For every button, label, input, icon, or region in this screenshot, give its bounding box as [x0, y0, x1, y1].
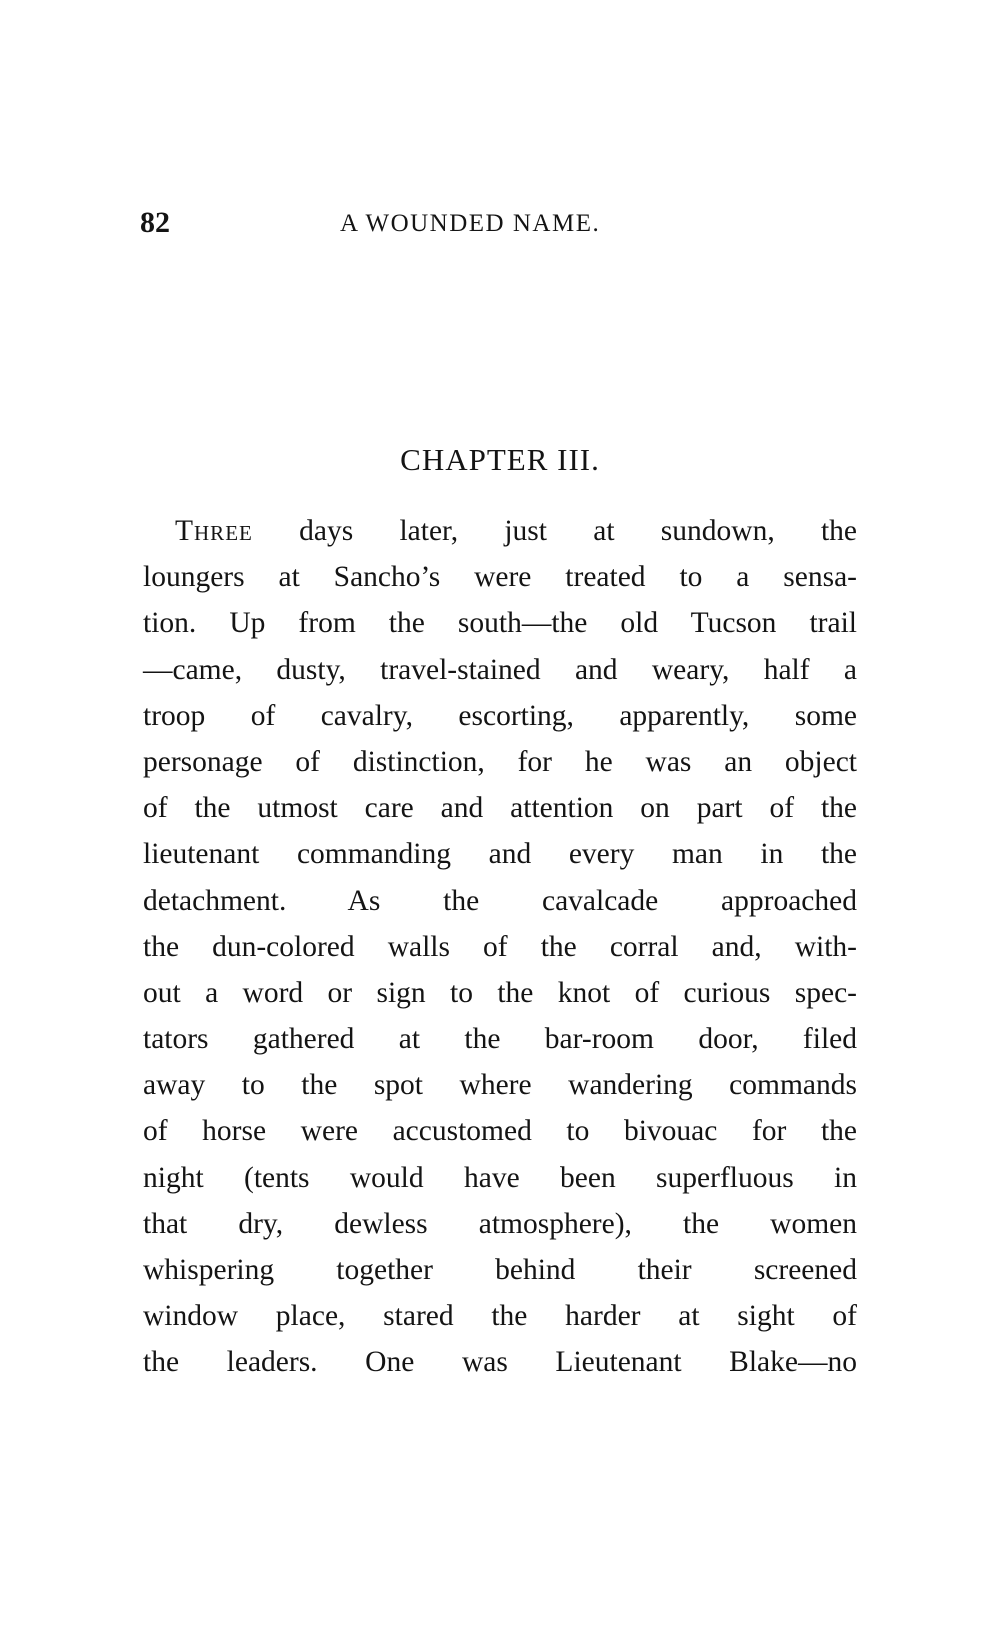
text-line: of the utmost care and attention on part of the [143, 792, 857, 825]
text-line [143, 508, 857, 554]
text-line: personage of distinction, for he was an object [143, 745, 857, 778]
text-line: tion. Up from the south—the old Tucson trail [143, 607, 857, 640]
text-line: loungers at Sancho’s were treated to a sensa- [143, 561, 857, 594]
running-head [140, 206, 860, 246]
chapter-heading-text: CHAPTER III. [400, 442, 600, 477]
body-text [143, 508, 857, 1386]
text-line: out a word or sign to the knot of curious spec- [143, 976, 857, 1009]
text-line: whispering together behind their screened [143, 1254, 857, 1286]
text-line: night (tents would have been superfluous in [143, 1161, 857, 1194]
text-line: the dun-colored walls of the corral and, with- [143, 930, 857, 963]
text-line: the leaders. One was Lieutenant Blake—no [143, 1346, 857, 1379]
first-word: Three [175, 515, 253, 547]
page-number: 82 [140, 206, 170, 239]
line-text: days later, just at sundown, the [252, 515, 857, 547]
text-line: that dry, dewless atmosphere), the women [143, 1207, 857, 1240]
text-line: tators gathered at the bar-room door, filed [143, 1023, 857, 1056]
text-line: window place, stared the harder at sight of [143, 1300, 857, 1333]
text-line: detachment. As the cavalcade approached [143, 884, 857, 917]
text-line: away to the spot where wandering commands [143, 1069, 857, 1102]
running-title: A WOUNDED NAME. [340, 210, 601, 237]
text-line: lieutenant commanding and every man in the [143, 838, 857, 871]
text-line: —came, dusty, travel-stained and weary, half a [143, 653, 857, 686]
chapter-heading [0, 442, 1000, 478]
text-line: of horse were accustomed to bivouac for the [143, 1115, 857, 1148]
text-line: troop of cavalry, escorting, apparently, some [143, 699, 857, 732]
